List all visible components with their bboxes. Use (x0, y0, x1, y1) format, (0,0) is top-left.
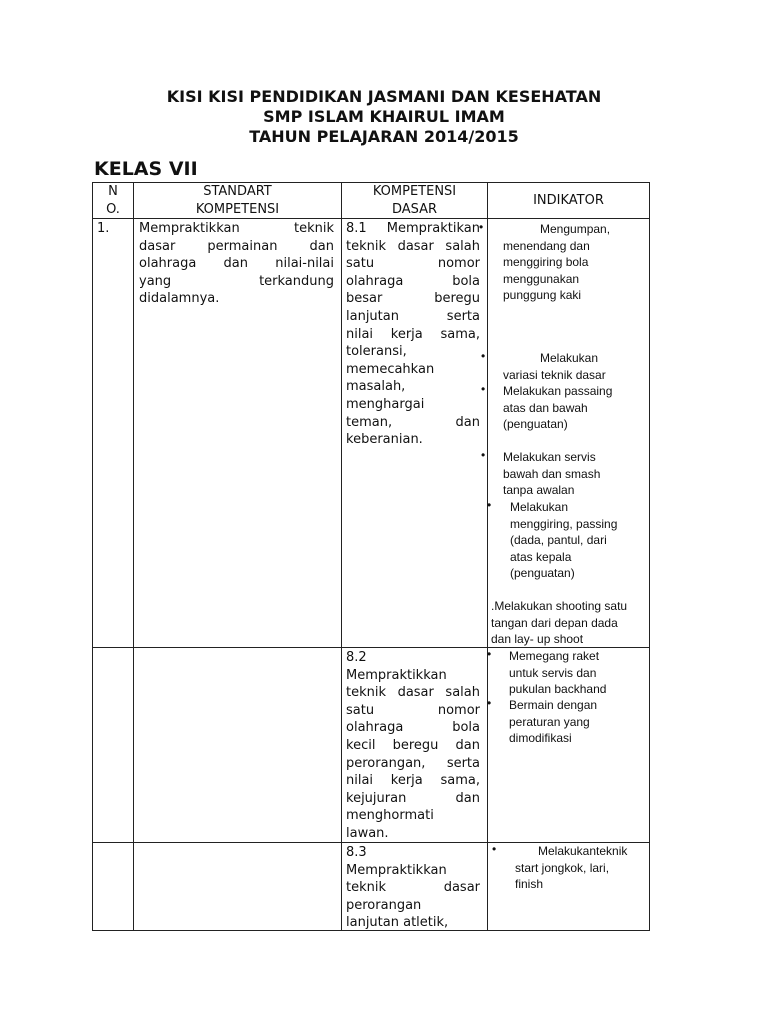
sk-line: didalamnya. (139, 291, 220, 307)
kd-line: keberanian. (346, 432, 423, 448)
table-column-border (133, 182, 134, 931)
header-kompetensi-dasar (342, 183, 487, 218)
indicator-line: dan lay- up shoot (491, 632, 584, 646)
header-indikator: INDIKATOR (533, 193, 604, 208)
table-column-border (487, 182, 488, 931)
indicator-line: finish (515, 877, 544, 891)
kd-line: toleransi, (346, 344, 407, 360)
indicator-line: variasi teknik dasar (503, 367, 606, 382)
table-row-border (92, 218, 650, 219)
bullet-icon: • (481, 448, 486, 462)
table-row-border (92, 182, 650, 183)
indicator-line: (penguatan) (503, 417, 568, 431)
bullet-icon: • (492, 842, 497, 856)
indicator-item (503, 383, 612, 433)
class-heading: KELAS VII (94, 158, 198, 180)
header-sk-line: STANDART (203, 184, 272, 199)
kd-line: teknik dasar salah (346, 238, 480, 254)
indicator-item (503, 350, 606, 383)
header-kd-line: KOMPETENSI (372, 184, 457, 199)
kd-line: kecil beregu dan (346, 737, 480, 753)
kd-line: lanjutan atletik, (346, 915, 449, 931)
kd-line: masalah, (346, 379, 406, 395)
header-kd-line: DASAR (391, 201, 438, 217)
indicator-item (509, 697, 597, 747)
kd-line: teknik dasar (346, 880, 480, 896)
indicator-line: (dada, pantul, dari (510, 533, 607, 547)
sk-line: Mempraktikkan teknik (139, 221, 334, 236)
kd-line: lanjutan serta (346, 308, 480, 324)
indicator-line: peraturan yang (509, 714, 590, 729)
header-no-line: N (108, 184, 118, 199)
kd-line: 8.3 (346, 845, 367, 860)
kompetensi-dasar-cell (346, 844, 480, 932)
indicator-line: pukulan backhand (509, 682, 607, 696)
doc-title-1: KISI KISI PENDIDIKAN JASMANI DAN KESEHATAN (166, 87, 602, 106)
kd-line: olahraga bola (346, 273, 480, 289)
indicator-line: Melakukan (510, 500, 569, 514)
header-no-line: O. (106, 201, 120, 217)
bullet-icon: • (487, 498, 492, 512)
indicator-line: menggiring bola (503, 255, 589, 269)
indicator-line: punggung kaki (503, 288, 582, 302)
kd-line: Mempraktikkan (346, 667, 447, 683)
kd-line: Mempraktikkan (346, 862, 447, 878)
sk-line: yang terkandung (139, 273, 334, 289)
kd-line: perorangan (346, 897, 422, 913)
kd-line: lawan. (346, 825, 389, 841)
doc-title-2: SMP ISLAM KHAIRUL IMAM (263, 107, 505, 126)
kd-line: nilai kerja sama, (346, 773, 480, 789)
indicator-line: tanpa awalan (503, 483, 575, 497)
indicator-line: (penguatan) (510, 566, 575, 580)
kd-line: satu nomor (346, 256, 480, 272)
kd-line: nilai kerja sama, (346, 326, 480, 342)
kd-line: menghormati (346, 808, 434, 824)
indicator-item (509, 648, 606, 698)
kd-line: kejujuran dan (346, 790, 480, 806)
indicator-line: untuk servis dan (509, 665, 597, 680)
bullet-icon: • (481, 382, 486, 396)
kd-line: perorangan, serta (346, 755, 480, 771)
header-standart-kompetensi (134, 183, 341, 218)
kd-line: teman, dan (346, 414, 480, 430)
kd-line: memecahkan (346, 361, 435, 377)
kompetensi-dasar-cell (346, 649, 480, 843)
doc-title-3: TAHUN PELAJARAN 2014/2015 (249, 127, 519, 146)
kompetensi-dasar-cell (346, 220, 480, 449)
table-column-border (341, 182, 342, 931)
bullet-icon: • (479, 220, 484, 234)
indicator-line: Mengumpan, (540, 222, 611, 236)
indicator-line: Melakukanteknik (538, 844, 628, 858)
indicator-item (515, 843, 627, 893)
sk-line: dasar permainan dan (139, 238, 334, 254)
indicator-item (503, 221, 610, 304)
indicator-line: dimodifikasi (509, 731, 572, 745)
indicator-line: menendang dan (503, 238, 590, 253)
bullet-icon: • (487, 647, 492, 661)
indicator-item (510, 499, 617, 582)
indicator-line: Melakukan (540, 351, 599, 365)
indicator-line: bawah dan smash (503, 466, 601, 481)
kd-line: menghargai (346, 396, 425, 412)
indicator-line: Melakukan servis (503, 450, 596, 464)
kd-line: satu nomor (346, 702, 480, 718)
kd-line: teknik dasar salah (346, 685, 480, 701)
indicator-line: menggiring, passing (510, 516, 618, 531)
kd-line: 8.2 (346, 650, 367, 665)
table-column-border (649, 182, 650, 931)
kd-line: 8.1 Mempraktikan (346, 221, 480, 236)
kd-line: besar beregu (346, 291, 480, 307)
header-no (93, 183, 133, 218)
indicator-line: atas kepala (510, 549, 572, 564)
header-sk-line: KOMPETENSI (195, 201, 280, 217)
bullet-icon: • (481, 349, 486, 363)
sk-line: olahraga dan nilai-nilai (139, 256, 334, 272)
indicator-line: start jongkok, lari, (515, 860, 610, 875)
indicator-line: atas dan bawah (503, 400, 588, 415)
indicator-item (503, 449, 600, 499)
kd-line: olahraga bola (346, 720, 480, 736)
indicator-line: .Melakukan shooting satu (491, 599, 628, 613)
indicator-line: menggunakan (503, 271, 580, 286)
indicator-item (491, 598, 627, 648)
indicator-line: Bermain dengan (509, 698, 598, 712)
table-column-border (92, 182, 93, 931)
row-number: 1. (97, 221, 110, 236)
indicator-line: Memegang raket (509, 649, 600, 663)
indicator-line: Melakukan passaing (503, 384, 613, 398)
bullet-icon: • (487, 696, 492, 710)
indicator-line: tangan dari depan dada (491, 615, 618, 630)
standart-kompetensi-cell (139, 220, 334, 308)
